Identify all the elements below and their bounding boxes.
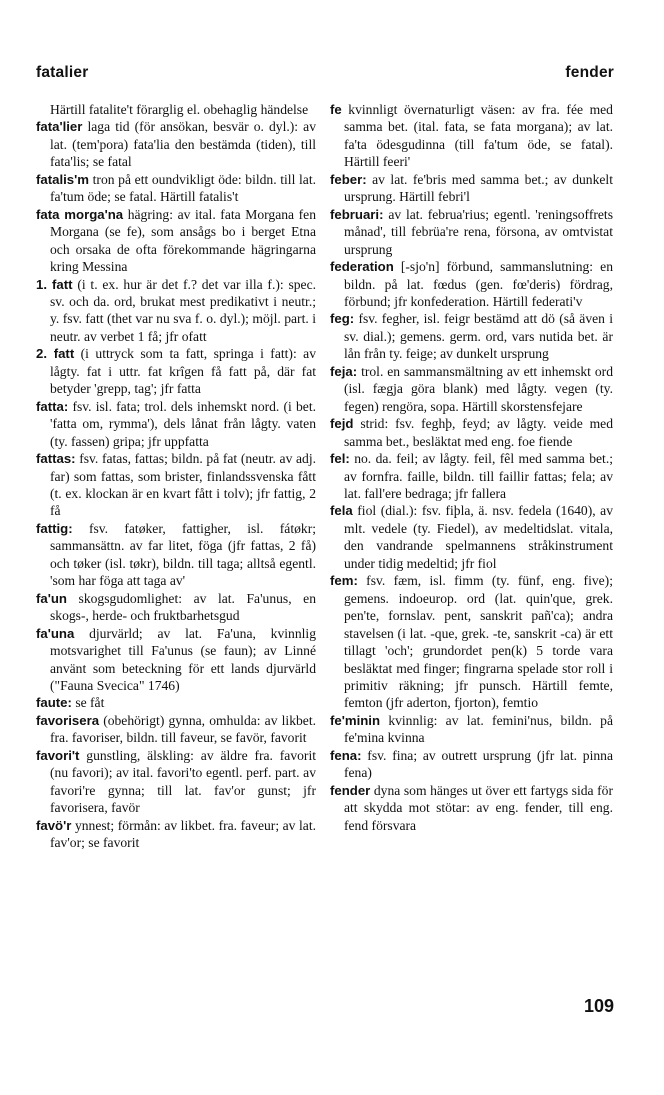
dictionary-entry [330, 747, 613, 782]
dictionary-entry [36, 171, 316, 206]
entry-text: kvinnligt övernaturligt väsen: av fra. fée med samma bet. (ital. fata, se fata morgana); av lat. fa'ta ödesgudinna (till fa'tum öde, se fatal). Härtill feeri' [344, 102, 613, 170]
entry-text: kvinnlig: av lat. femini'nus, bildn. på fe'mina kvinna [344, 712, 613, 746]
entry-text: laga tid (för ansökan, besvär o. dyl.): av lat. (tem'pora) fata'lia den bestämda (tiden), till fata'lis; se fatal [50, 119, 316, 170]
entry-text: fsv. fina; av outrett ursprung (jfr lat. pinna fena) [344, 747, 613, 781]
entry-text: Härtill fatalite't förarglig el. obehaglig händelse [50, 102, 309, 117]
entry-text: strid: fsv. feghþ, feyd; av lågty. veide med samma bet., besläktat med eng. foe fiende [344, 416, 613, 449]
page-number: 109 [583, 996, 614, 1016]
dictionary-entry [36, 276, 316, 346]
entry-text: fsv. fegher, isl. feigr bestämd att dö (så även i sv. dial.); gemens. germ. ord, vars nutida bet. är lån från ty. feige; av dunkelt ursprung [344, 311, 613, 362]
entry-text: (obehörigt) gynna, omhulda: av likbet. fra. favoriser, bildn. till faveur, se favör, favorit [50, 712, 316, 746]
entry-headword: fejd [330, 416, 354, 432]
entry-text: djurvärld; av lat. Fa'una, kvinnlig motsvarighet till Fa'unus (se faun); av Linné använt som beteckning för ett lands djurvärld ("Fauna Svecica" 1746) [50, 625, 316, 693]
entry-headword: fa'un [36, 590, 67, 606]
dictionary-entry [36, 520, 316, 590]
left-column [36, 101, 316, 851]
entry-text: hägring: av ital. fata Morgana fen Morgana (se fe), som ansågs bo i berget Etna och orsaka de ofta förekommande hägringarna kring Messina [50, 206, 316, 275]
dictionary-entry [330, 712, 613, 747]
entry-headword: faute: [36, 695, 72, 711]
entry-headword: fem: [330, 573, 358, 589]
entry-text: (i t. ex. hur är det f.? det var illa f.): spec. sv. och da. ord, brukat mest predikativt i neutr.; y. fsv. fatt (thet var nu sva f. o. dyl.); möjl. part. i neutr. av verbet 1 få; jfr ofatt [50, 276, 316, 344]
dictionary-entry [36, 450, 316, 520]
entry-text: av lat. fe'bris med samma bet.; av dunkelt ursprung. Härtill febri'l [344, 171, 613, 205]
dictionary-entry [36, 118, 316, 170]
dictionary-entry [330, 572, 613, 712]
dictionary-entry [36, 625, 316, 695]
dictionary-entry [36, 747, 316, 817]
entry-text: av lat. februa'rius; egentl. 'reningsoffrets månad', till febrüa're rena, försona, av omtvistat ursprung [344, 206, 613, 257]
dictionary-entry [36, 694, 316, 711]
dictionary-entry [36, 101, 316, 118]
dictionary-entry [330, 363, 613, 415]
entry-headword: fena: [330, 747, 362, 763]
entry-headword: feja: [330, 363, 358, 379]
entry-text: se fåt [75, 695, 105, 711]
entry-headword: federation [330, 259, 394, 275]
entry-headword: fender [330, 782, 371, 798]
entry-headword: fe [330, 102, 342, 117]
entry-headword: feg: [330, 311, 355, 327]
entry-text: [-sjo'n] förbund, sammanslutning: en bildn. på lat. fœdus (gen. fœ'deris) fördrag, förbund; jfr konfederation. Härtill federati'v [344, 259, 613, 309]
entry-text: fsv. fæm, isl. fimm (ty. fünf, eng. five); gemens. indoeurop. ord (lat. quin'que, grek. pen'te, fornslav. pent, sanskrit pañ'ca); andra stavelsen (i lat. -que, grek. -te, sanskrit -ca) är ett tillagt 'och'; grundordet pen(k) 5 torde vara besläktat med finger; fingrarna spelade stor roll i primitiv räkning; jfr punsch. Härtill femte, femton (jfr aderton, fjorton), femtio [344, 573, 613, 711]
entry-headword: favorisera [36, 712, 100, 728]
entry-text: dyna som hänges ut över ett fartygs sida för att skydda mot stötar: av eng. fender, till eng. fend försvara [344, 782, 613, 833]
entry-text: no. da. feil; av lågty. feil, fêl med samma bet.; av fornfra. faille, bildn. till faillir fattas; fela; av lat. fall'ere bedraga; jfr fallera [344, 451, 613, 501]
entry-headword: februari: [330, 206, 384, 222]
dictionary-entry [330, 502, 613, 572]
dictionary-entry [330, 258, 613, 310]
dictionary-entry [330, 310, 613, 362]
entry-headword: fela [330, 503, 353, 519]
entry-headword: feber: [330, 171, 367, 187]
entry-headword: fata morga'na [36, 206, 124, 222]
dictionary-entry [330, 206, 613, 258]
entry-headword: fatta: [36, 398, 69, 414]
entry-text: skogsgudomlighet: av lat. Fa'unus, en skogs-, herde- och fruktbarhetsgud [50, 590, 316, 624]
entry-headword: fattig: [36, 520, 73, 536]
entry-headword: fa'una [36, 625, 75, 641]
entry-text: gunstling, älskling: av äldre fra. favorit (nu favori); av ital. favori'to egentl. perf. part. av favori're gynna; till lat. fav'or gunst; jfr favorisera, favör [50, 747, 316, 816]
entry-text: tron på ett oundvikligt öde: bildn. till lat. fa'tum öde; se fatal. Härtill fatalis't [50, 171, 316, 205]
dictionary-entry [330, 415, 613, 450]
entry-text: trol. en sammansmältning av ett inhemskt ord (isl. fægja göra blank) med lågty. vegen (ty. fegen) rengöra, sopa. Härtill skorstensfejare [344, 363, 614, 414]
entry-text: ynnest; förmån: av likbet. fra. faveur; av lat. fav'or; se favorit [50, 817, 316, 851]
entry-text: (i uttryck som ta fatt, springa i fatt): av lågty. fat i uttr. fat krîgen få fatt på, där fat betyder 'grepp, tag'; jfr fatta [50, 346, 316, 397]
entry-headword: fe'minin [330, 712, 381, 728]
entry-headword: 1. fatt [36, 276, 73, 292]
dictionary-entry [330, 171, 613, 206]
entry-text: fsv. fatas, fattas; bildn. på fat (neutr. av adj. far) som fattas, som brister, finlandssvenska fått (t. ex. klockan är en kvart fått i tolv); jfr fattig, 2 få [50, 451, 316, 519]
entry-headword: 2. fatt [36, 346, 75, 362]
entry-headword: fattas: [36, 451, 76, 467]
entry-text: fsv. isl. fata; trol. dels inhemskt nord. (i bet. 'fatta om, rymma'), dels lånat från lågty. vaten (ty. fassen) gripa; jfr uppfatta [50, 398, 316, 449]
entry-headword: fel: [330, 451, 350, 467]
guide-word-right: fender [565, 64, 614, 81]
entry-headword: favori't [36, 747, 80, 763]
entry-headword: fata'lier [36, 119, 83, 135]
right-column [330, 101, 613, 834]
dictionary-entry [36, 712, 316, 747]
dictionary-entry [36, 817, 316, 852]
entry-headword: favö'r [36, 817, 72, 833]
dictionary-entry [330, 101, 613, 171]
entry-text: fiol (dial.): fsv. fiþla, ä. nsv. fedela (1640), av mlt. vedele (ty. Fiedel), av medeltidslat. vitala, den vandrande spelmannens stråkinstrument under tidig medeltid; jfr fiol [344, 503, 613, 571]
entry-text: fsv. fatøker, fattigher, isl. fátøkr; sammansättn. av far litet, föga (jfr fattas, 2 få) och tøker (isl. tøkr), bildn. till taga; alltså egentl. 'som har föga att taga av' [50, 520, 316, 589]
dictionary-entry [36, 398, 316, 450]
dictionary-entry [330, 782, 613, 834]
dictionary-entry [330, 450, 613, 502]
dictionary-entry [36, 345, 316, 397]
dictionary-entry [36, 590, 316, 625]
entry-headword: fatalis'm [36, 171, 89, 187]
dictionary-entry [36, 206, 316, 276]
guide-word-left: fatalier [36, 64, 89, 81]
